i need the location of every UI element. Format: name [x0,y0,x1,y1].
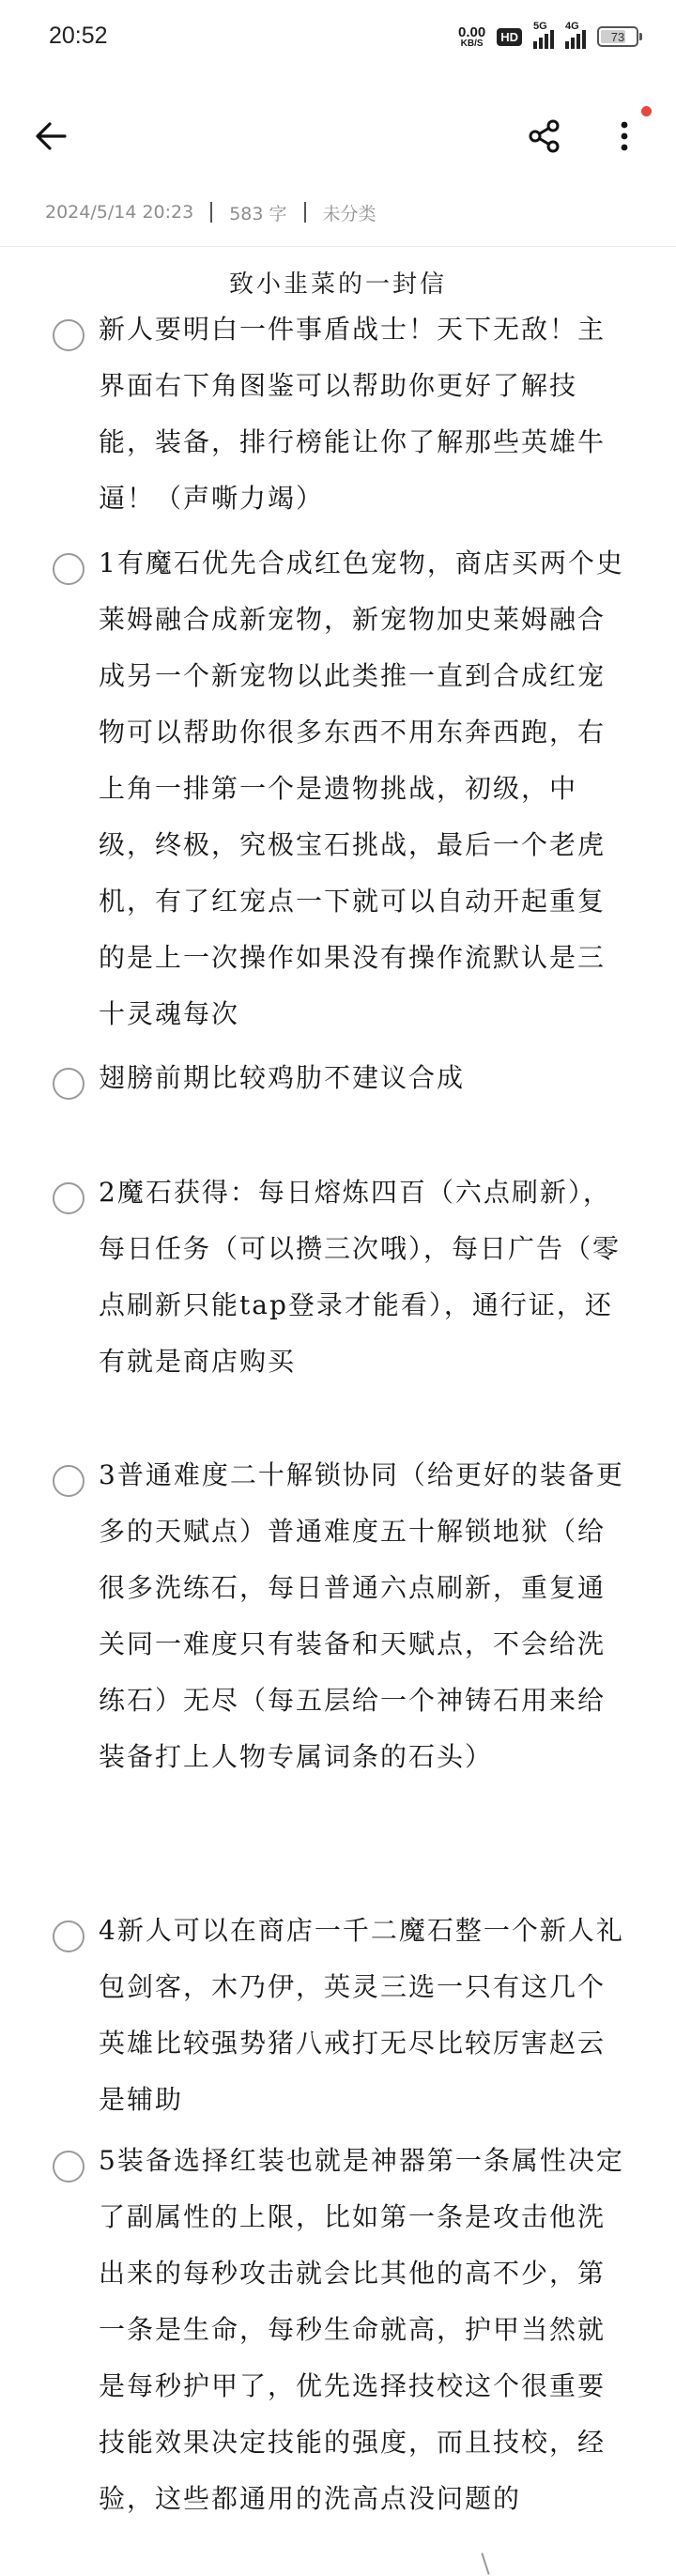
meta-divider [210,202,212,223]
text-cursor-handle[interactable] [481,2553,489,2574]
checkbox[interactable] [53,1182,84,1214]
checklist-item-text[interactable]: 3普通难度二十解锁协同（给更好的装备更多的天赋点）普通难度五十解锁地狱（给很多洗练石，每日普通六点刷新，重复通关同一难度只有装备和天赋点，不会给洗练石）无尽（每五层给一个神铸石用来给装备打上人物专属词条的石头） [99,1459,624,1772]
meta-divider [304,202,306,223]
checklist-item-text[interactable]: 5装备选择红装也就是神器第一条属性决定了副属性的上限，比如第一条是攻击他洗出来的每秒攻击就会比其他的高不少，第一条是生命，每秒生命就高，护甲当然就是每秒护甲了，优先选择技校这个很重要技能效果决定技能的强度，而且技校，经验，这些都通用的洗高点没问题的 [99,2145,624,2514]
signal-5g-label: 5G [533,21,547,32]
word-count: 583 字 [229,203,287,224]
share-button[interactable] [521,113,568,160]
note-title: 致小韭菜的一封信 [228,270,447,299]
checkbox[interactable] [53,1068,84,1100]
battery-level: 73 [610,29,625,44]
signal-4g-icon [565,21,586,49]
checkbox[interactable] [53,1465,84,1497]
checklist-item-text[interactable]: 2魔石获得：每日熔炼四百（六点刷新），每日任务（可以攒三次哦），每日广告（零点刷新只能tap登录才能看），通行证，还有就是商店购买 [99,1177,622,1377]
network-speed-value: 0.00 [458,23,486,40]
checkbox[interactable] [53,1920,84,1952]
checklist-item-text[interactable]: 1有魔石优先合成红色宠物，商店买两个史莱姆融合成新宠物，新宠物加史莱姆融合成另一个新宠物以此类推一直到合成红宠物可以帮助你很多东西不用东奔西跑，右上角一排第一个是遗物挑战，初级，中级，终极，究极宝石挑战，最后一个老虎机，有了红宠点一下就可以自动开起重复的是上一次操作如果没有操作流默认是三十灵魂每次 [99,548,624,1029]
status-icons [458,23,638,51]
checklist-item-text[interactable]: 4新人可以在商店一千二魔石整一个新人礼包剑客，木乃伊，英灵三选一只有这几个英雄比较强势猪八戒打无尽比较厉害赵云是辅助 [99,1915,624,2115]
battery-icon [597,26,638,47]
note-category[interactable]: 未分类 [322,203,376,224]
more-options-button[interactable] [601,113,648,160]
share-icon [526,117,563,155]
checkbox[interactable] [53,319,84,351]
network-speed [458,25,485,49]
note-meta [45,195,376,229]
checklist-item-text[interactable]: 翅膀前期比较鸡肋不建议合成 [99,1062,466,1093]
checkbox[interactable] [53,2151,84,2183]
back-arrow-icon [33,117,70,155]
note-date: 2024/5/14 20:23 [45,202,194,223]
status-bar [0,0,676,75]
signal-5g-icon [533,21,554,49]
checklist-item-text[interactable]: 新人要明白一件事盾战士！天下无敌！主界面右下角图鉴可以帮助你更好了解技能，装备，排行榜能让你了解那些英雄牛逼！（声嘶力竭） [99,314,607,514]
hd-icon: HD [497,28,522,46]
network-speed-unit: KB/S [460,38,484,49]
notification-dot [641,106,652,116]
note-toolbar [0,94,676,178]
signal-4g-label: 4G [565,21,579,32]
more-vertical-icon [606,117,643,155]
header-divider [0,246,676,247]
status-time: 20:52 [49,23,108,49]
back-button[interactable] [28,113,75,160]
checkbox[interactable] [53,553,84,585]
